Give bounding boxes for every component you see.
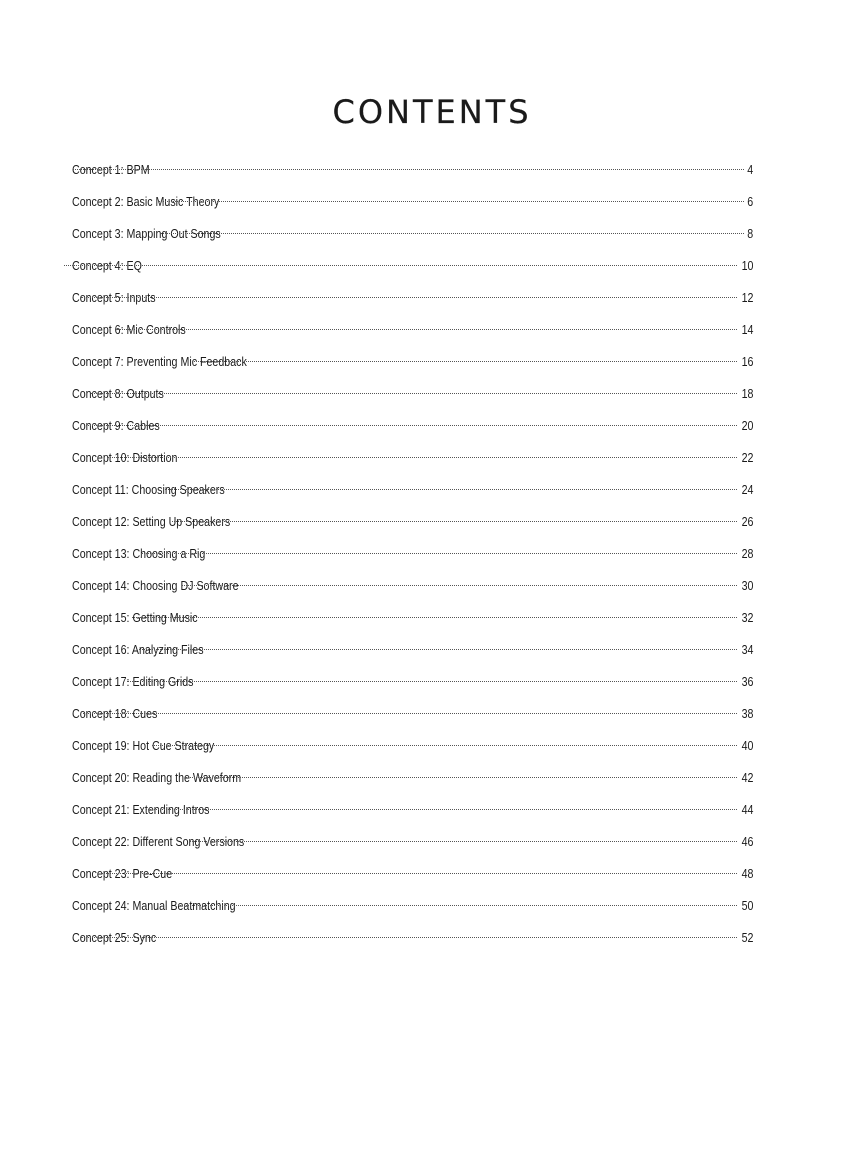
toc-entry-page: 40	[741, 738, 753, 753]
toc-entry-label: Concept 10: Distortion	[72, 450, 178, 465]
dot-leader	[172, 521, 737, 522]
toc-entry-page: 44	[741, 802, 753, 817]
toc-entry[interactable]	[72, 478, 753, 510]
toc-entry-label: Concept 1: BPM	[72, 162, 150, 177]
toc-entry[interactable]	[72, 350, 753, 382]
toc-entry-page: 16	[741, 354, 753, 369]
dot-leader	[182, 585, 737, 586]
dot-leader	[152, 745, 736, 746]
toc-entry-label: Concept 20: Reading the Waveform	[72, 770, 242, 785]
toc-entry-page: 48	[741, 866, 753, 881]
dot-leader	[127, 681, 737, 682]
toc-entry-label: Concept 5: Inputs	[72, 290, 156, 305]
toc-entry[interactable]	[72, 158, 753, 190]
dot-leader	[141, 553, 736, 554]
dot-leader	[185, 777, 737, 778]
toc-entry[interactable]	[72, 638, 753, 670]
dot-leader	[107, 457, 736, 458]
toc-entry-label: Concept 16: Analyzing Files	[72, 642, 204, 657]
dot-leader	[160, 233, 744, 234]
toc-entry[interactable]	[72, 926, 753, 958]
toc-entry-label: Concept 4: EQ	[72, 258, 142, 273]
dot-leader	[64, 265, 737, 266]
toc-entry[interactable]	[72, 830, 753, 862]
toc-entry-page: 30	[741, 578, 753, 593]
dot-leader	[146, 809, 736, 810]
toc-entry-page: 12	[741, 290, 753, 305]
page-title: CONTENTS	[332, 93, 532, 131]
toc-entry-page: 50	[741, 898, 753, 913]
dot-leader	[81, 937, 736, 938]
toc-entry[interactable]	[72, 446, 753, 478]
toc-entry-page: 8	[747, 226, 753, 241]
dot-leader	[192, 361, 737, 362]
dot-leader	[101, 873, 737, 874]
toc-entry[interactable]	[72, 670, 753, 702]
toc-entry-label: Concept 25: Sync	[72, 930, 157, 945]
toc-entry[interactable]	[72, 510, 753, 542]
toc-entry-page: 46	[741, 834, 753, 849]
dot-leader	[165, 489, 737, 490]
toc-entry-label: Concept 22: Different Song Versions	[72, 834, 245, 849]
toc-entry-label: Concept 15: Getting Music	[72, 610, 198, 625]
toc-entry-label: Concept 14: Choosing DJ Software	[72, 578, 239, 593]
toc-entry-page: 52	[741, 930, 753, 945]
toc-entry[interactable]	[72, 318, 753, 350]
toc-entry[interactable]	[72, 254, 753, 286]
toc-entry-page: 32	[741, 610, 753, 625]
toc-entry-label: Concept 21: Extending Intros	[72, 802, 210, 817]
toc-entry[interactable]	[72, 798, 753, 830]
toc-entry-label: Concept 19: Hot Cue Strategy	[72, 738, 215, 753]
toc-entry[interactable]	[72, 382, 753, 414]
toc-entry-page: 22	[741, 450, 753, 465]
dot-leader	[83, 713, 737, 714]
toc-entry-label: Concept 7: Preventing Mic Feedback	[72, 354, 247, 369]
dot-leader	[132, 617, 737, 618]
toc-entry-page: 14	[741, 322, 753, 337]
toc-entry-page: 24	[741, 482, 753, 497]
dot-leader	[189, 841, 737, 842]
toc-entry-page: 10	[741, 258, 753, 273]
toc-entry[interactable]	[72, 702, 753, 734]
toc-entry-page: 36	[741, 674, 753, 689]
toc-entry[interactable]	[72, 286, 753, 318]
dot-leader	[86, 425, 737, 426]
toc-entry-page: 42	[741, 770, 753, 785]
toc-entry-label: Concept 12: Setting Up Speakers	[72, 514, 231, 529]
toc-entry-label: Concept 23: Pre-Cue	[72, 866, 173, 881]
dot-leader	[158, 201, 743, 202]
toc-entry-page: 6	[747, 194, 753, 209]
toc-entry-label: Concept 13: Choosing a Rig	[72, 546, 206, 561]
toc-entry[interactable]	[72, 862, 753, 894]
table-of-contents	[72, 158, 753, 958]
toc-entry[interactable]	[72, 734, 753, 766]
dot-leader	[139, 649, 736, 650]
toc-entry-page: 28	[741, 546, 753, 561]
toc-entry[interactable]	[72, 574, 753, 606]
dot-leader	[117, 329, 736, 330]
toc-entry[interactable]	[72, 222, 753, 254]
dot-leader	[81, 297, 737, 298]
toc-entry[interactable]	[72, 414, 753, 446]
toc-entry-page: 26	[741, 514, 753, 529]
toc-entry-page: 18	[741, 386, 753, 401]
toc-entry-label: Concept 3: Mapping Out Songs	[72, 226, 221, 241]
toc-entry[interactable]	[72, 190, 753, 222]
toc-entry-page: 34	[741, 642, 753, 657]
dot-leader	[91, 393, 737, 394]
toc-entry-label: Concept 2: Basic Music Theory	[72, 194, 220, 209]
toc-entry-label: Concept 9: Cables	[72, 418, 160, 433]
toc-entry[interactable]	[72, 606, 753, 638]
toc-entry-page: 38	[741, 706, 753, 721]
toc-entry-label: Concept 8: Outputs	[72, 386, 164, 401]
toc-entry-page: 20	[741, 418, 753, 433]
toc-entry-label: Concept 24: Manual Beatmatching	[72, 898, 236, 913]
toc-entry-label: Concept 6: Mic Controls	[72, 322, 186, 337]
toc-entry[interactable]	[72, 894, 753, 926]
dot-leader	[73, 169, 743, 170]
toc-entry-label: Concept 18: Cues	[72, 706, 158, 721]
toc-entry-label: Concept 17: Editing Grids	[72, 674, 194, 689]
toc-entry[interactable]	[72, 542, 753, 574]
toc-entry-page: 4	[747, 162, 753, 177]
dot-leader	[178, 905, 736, 906]
toc-entry[interactable]	[72, 766, 753, 798]
toc-entry-label: Concept 11: Choosing Speakers	[72, 482, 225, 497]
